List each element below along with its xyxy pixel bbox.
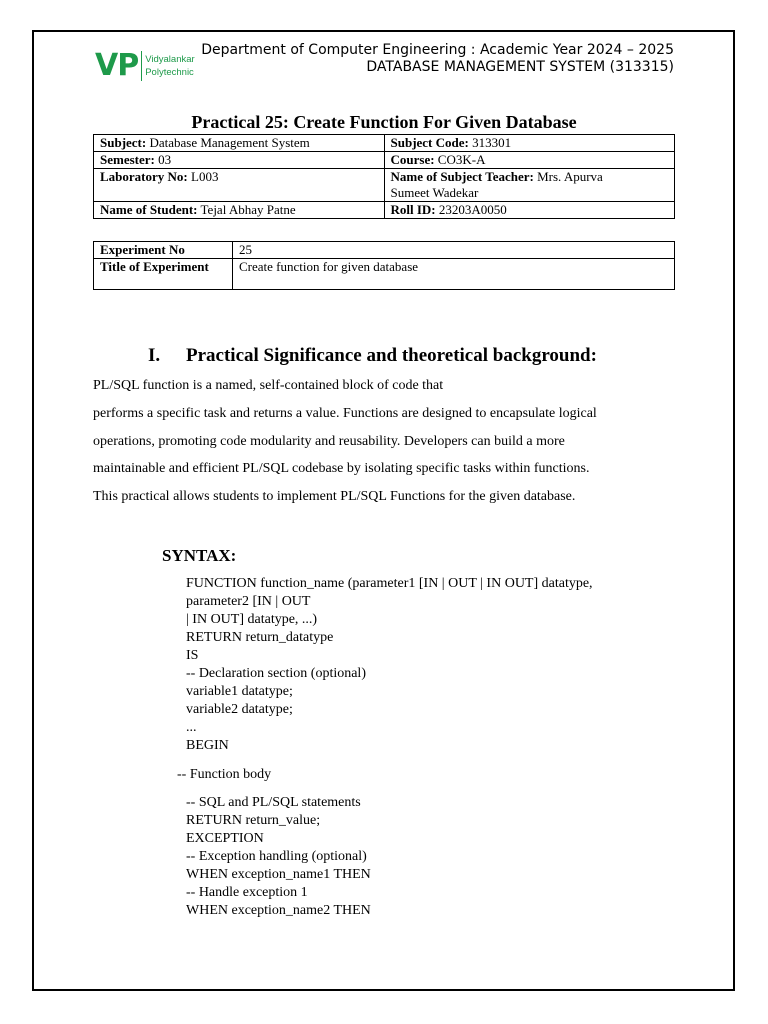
logo-line-2: Polytechnic (145, 67, 194, 78)
lab-cell: Laboratory No: L003 (94, 169, 385, 202)
code-line: -- Function body (177, 767, 272, 782)
code-line: WHEN exception_name2 THEN (186, 903, 371, 918)
page-header (201, 42, 674, 76)
code-line: variable2 datatype; (186, 702, 293, 717)
syntax-heading: SYNTAX: (162, 546, 237, 565)
paragraph-line: operations, promoting code modularity and reusability. Developers can build a more (93, 434, 565, 449)
info-table (93, 134, 675, 219)
code-line: variable1 datatype; (186, 684, 293, 699)
subject-code-cell: Subject Code: 313301 (384, 135, 675, 152)
exp-title-value: Create function for given database (233, 259, 675, 290)
code-line: | IN OUT] datatype, ...) (186, 612, 318, 627)
roll-cell: Roll ID: 23203A0050 (384, 202, 675, 219)
paragraph-line: PL/SQL function is a named, self-contained block of code that (93, 378, 444, 393)
code-line: FUNCTION function_name (parameter1 [IN | OUT | IN OUT] datatype, (186, 576, 593, 591)
table-row (94, 242, 675, 259)
table-row (94, 135, 675, 152)
table-row (94, 259, 675, 290)
page-title: Practical 25: Create Function For Given Database (191, 112, 577, 132)
code-line: ... (186, 720, 197, 735)
subject-cell: Subject: Database Management System (94, 135, 385, 152)
course-cell: Course: CO3K-A (384, 152, 675, 169)
code-line: -- Exception handling (optional) (186, 849, 367, 864)
table-row (94, 152, 675, 169)
section-heading (148, 345, 597, 367)
code-line: WHEN exception_name1 THEN (186, 867, 371, 882)
logo-line-1: Vidyalankar (145, 54, 195, 65)
experiment-table (93, 241, 675, 290)
code-line: EXCEPTION (186, 831, 264, 846)
logo-text (145, 53, 194, 79)
paragraph-line: maintainable and efficient PL/SQL codebase by isolating specific tasks within functions. (93, 461, 590, 476)
exp-title-label: Title of Experiment (94, 259, 233, 290)
code-line: -- Handle exception 1 (186, 885, 308, 900)
code-line: parameter2 [IN | OUT (186, 594, 311, 609)
course-line: DATABASE MANAGEMENT SYSTEM (313315) (366, 59, 674, 75)
code-line: -- Declaration section (optional) (186, 666, 366, 681)
student-cell: Name of Student: Tejal Abhay Patne (94, 202, 385, 219)
logo-divider (141, 51, 142, 81)
paragraph-line: This practical allows students to implement PL/SQL Functions for the given database. (93, 489, 576, 504)
code-line: RETURN return_value; (186, 813, 321, 828)
code-line: IS (186, 648, 199, 663)
exp-no-value: 25 (233, 242, 675, 259)
code-line: BEGIN (186, 738, 229, 753)
exp-no-label: Experiment No (94, 242, 233, 259)
semester-cell: Semester: 03 (94, 152, 385, 169)
code-line: RETURN return_datatype (186, 630, 334, 645)
section-title: Practical Significance and theoretical background: (186, 345, 597, 366)
teacher-cell: Name of Subject Teacher: Mrs. Apurva Sumeet Wadekar (384, 169, 675, 202)
section-number: I. (148, 345, 161, 366)
institute-logo (95, 49, 195, 83)
department-line: Department of Computer Engineering : Academic Year 2024 – 2025 (201, 42, 674, 58)
table-row (94, 202, 675, 219)
code-line: -- SQL and PL/SQL statements (186, 795, 361, 810)
paragraph-line: performs a specific task and returns a value. Functions are designed to encapsulate logical (93, 406, 597, 421)
logo-letters: VP (95, 48, 139, 83)
table-row (94, 169, 675, 202)
